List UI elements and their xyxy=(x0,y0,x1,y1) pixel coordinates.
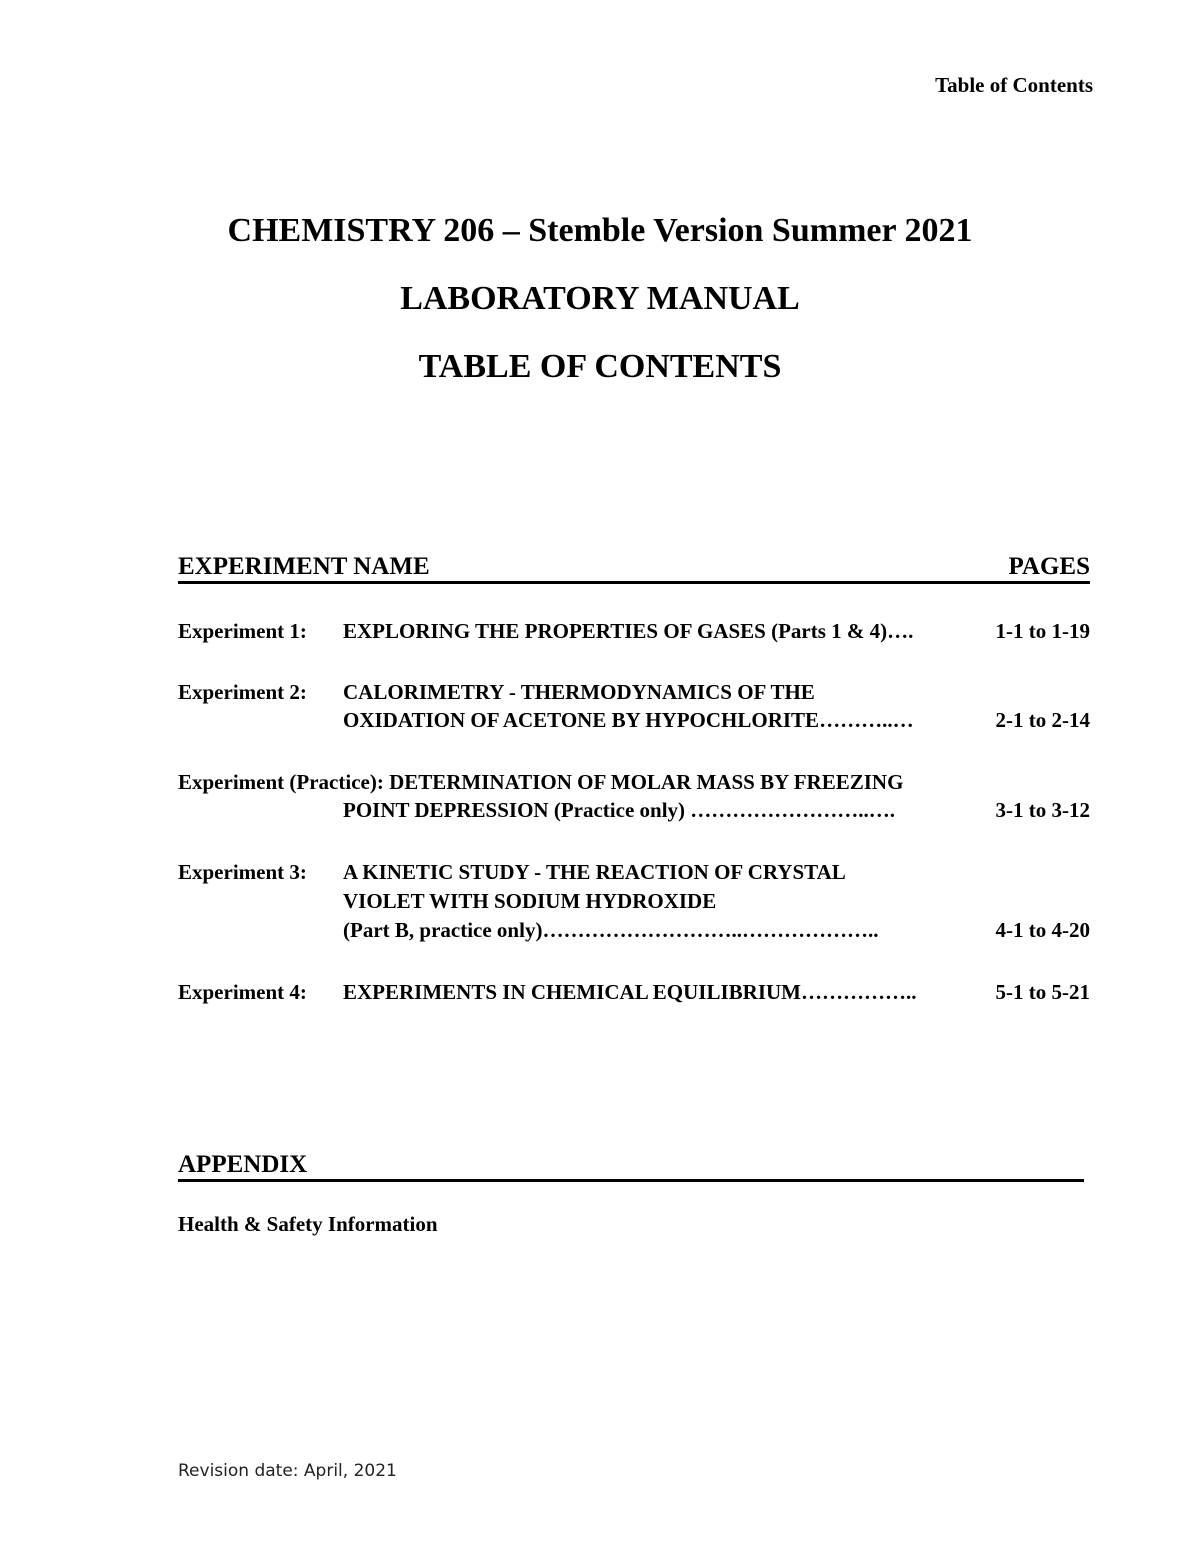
entry-title: A KINETIC STUDY - THE REACTION OF CRYSTAL xyxy=(343,860,846,884)
appendix-item-health-safety[interactable]: Health & Safety Information xyxy=(178,1212,438,1236)
revision-date: Revision date: April, 2021 xyxy=(178,1461,397,1481)
toc-entry-experiment-3[interactable] xyxy=(178,858,1090,944)
experiment-section-header xyxy=(178,553,1090,584)
entry-pages: 4-1 to 4-20 xyxy=(995,918,1090,942)
entry-pages: 2-1 to 2-14 xyxy=(995,708,1090,732)
toc-line xyxy=(178,796,1090,824)
toc-line xyxy=(178,768,1090,796)
toc-title: TABLE OF CONTENTS xyxy=(418,348,782,385)
toc-entry-experiment-practice[interactable] xyxy=(178,768,1090,824)
toc-line xyxy=(178,858,1090,886)
entry-title-continued: OXIDATION OF ACETONE BY HYPOCHLORITE………..… xyxy=(343,708,914,732)
toc-line xyxy=(178,678,1090,706)
entry-title: CALORIMETRY - THERMODYNAMICS OF THE xyxy=(343,680,815,704)
toc-line xyxy=(178,617,1090,645)
entry-label: Experiment 3: xyxy=(178,860,307,884)
entry-pages: 1-1 to 1-19 xyxy=(995,619,1090,643)
entry-pages: 3-1 to 3-12 xyxy=(995,798,1090,822)
appendix-heading: APPENDIX xyxy=(178,1151,308,1178)
toc-line xyxy=(178,978,1090,1006)
title-block xyxy=(0,208,1200,412)
entry-title-continued: (Part B, practice only)………………………..……………….. xyxy=(343,918,879,942)
toc-entry-experiment-1[interactable] xyxy=(178,617,1090,645)
entry-title: EXPERIMENTS IN CHEMICAL EQUILIBRIUM…………….. xyxy=(343,980,917,1004)
toc-line xyxy=(178,706,1090,734)
entry-title-continued: POINT DEPRESSION (Practice only) ……………………..…. xyxy=(343,798,896,822)
toc-line xyxy=(178,886,1090,916)
entry-label: Experiment 1: xyxy=(178,619,307,643)
toc-entry-experiment-2[interactable] xyxy=(178,678,1090,734)
running-head: Table of Contents xyxy=(935,73,1093,97)
entry-title: Experiment (Practice): DETERMINATION OF MOLAR MASS BY FREEZING xyxy=(178,770,904,794)
entry-label: Experiment 2: xyxy=(178,680,307,704)
entry-pages: 5-1 to 5-21 xyxy=(995,980,1090,1004)
entry-title: EXPLORING THE PROPERTIES OF GASES (Parts 1 & 4)…. xyxy=(343,619,914,643)
course-title: CHEMISTRY 206 – Stemble Version Summer 2021 xyxy=(227,212,973,249)
pages-heading: PAGES xyxy=(1008,553,1090,580)
toc-entry-experiment-4[interactable] xyxy=(178,978,1090,1006)
experiment-name-heading: EXPERIMENT NAME xyxy=(178,553,430,580)
appendix-section-header xyxy=(178,1151,1084,1182)
toc-line xyxy=(178,916,1090,944)
manual-title: LABORATORY MANUAL xyxy=(400,280,800,317)
entry-title-continued: VIOLET WITH SODIUM HYDROXIDE xyxy=(343,889,717,913)
entry-label: Experiment 4: xyxy=(178,980,307,1004)
